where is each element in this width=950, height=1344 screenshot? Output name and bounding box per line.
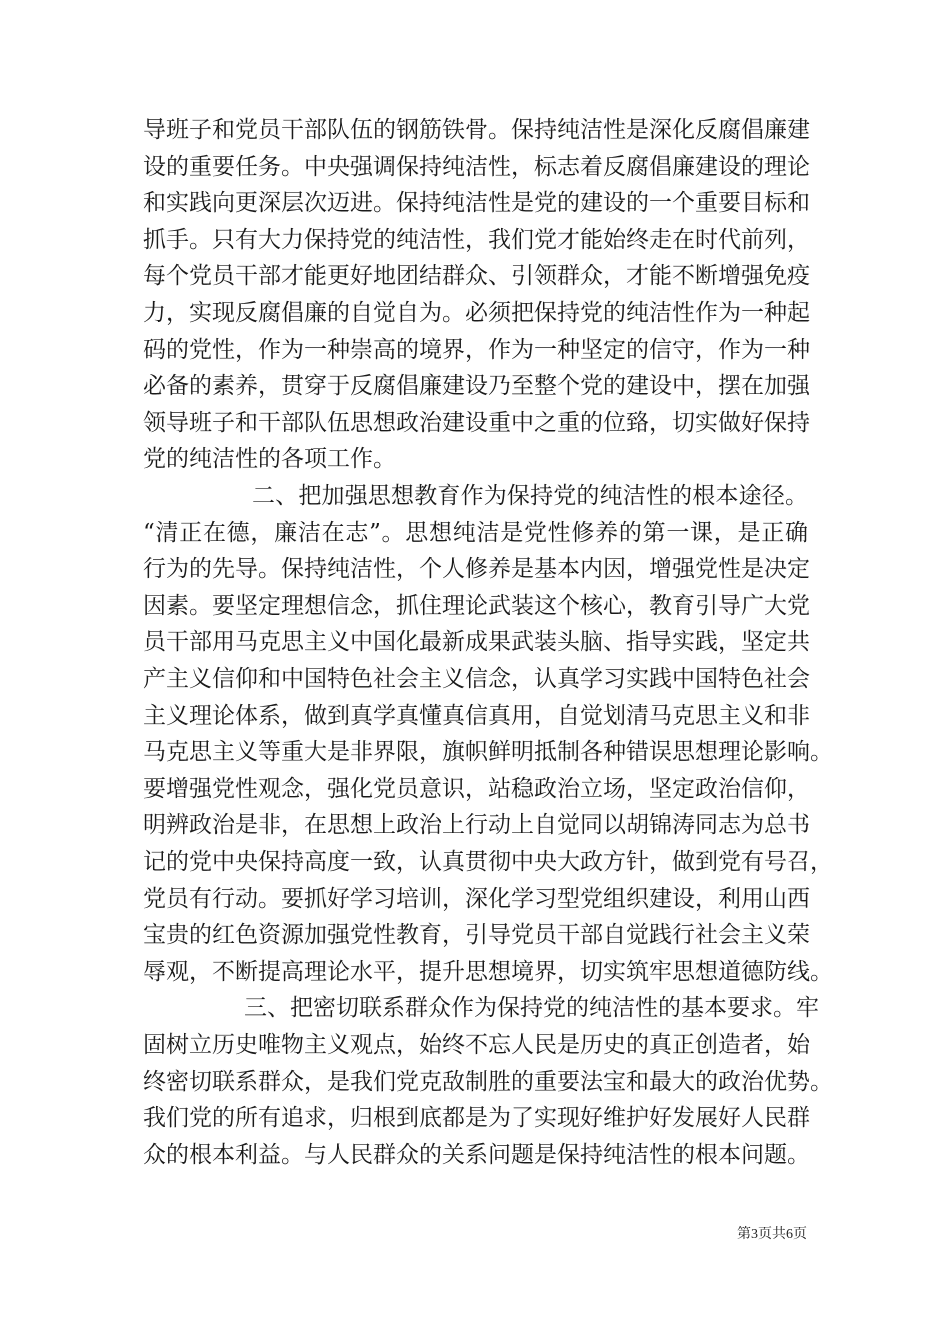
- text-line: 每个党员干部才能更好地团结群众、引领群众，才能不断增强免疫: [143, 263, 810, 290]
- text-line: 员干部用马克思主义中国化最新成果武装头脑、指导实践，坚定共: [143, 629, 810, 656]
- text-line: 终密切联系群众，是我们党克敌制胜的重要法宝和最大的政治优势。: [143, 1068, 833, 1095]
- text-line: 设的重要任务。中央强调保持纯洁性，标志着反腐倡廉建设的理论: [143, 153, 810, 180]
- section-heading-line: 二、把加强思想教育作为保持党的纯洁性的根本途径。: [252, 483, 808, 509]
- text-line: 马克思主义等重大是非界限，旗帜鲜明抵制各种错误思想理论影响。: [143, 739, 833, 766]
- section-heading-line: 三、把密切联系群众作为保持党的纯洁性的基本要求。牢: [244, 995, 819, 1022]
- text-line: 产主义信仰和中国特色社会主义信念，认真学习实践中国特色社会: [143, 666, 810, 692]
- text-line: 因素。要坚定理想信念，抓住理论武装这个核心，教育引导广大党: [143, 592, 810, 619]
- text-line: 我们党的所有追求，归根到底都是为了实现好维护好发展好人民群: [143, 1105, 810, 1132]
- text-line: 导班子和党员干部队伍的钢筋铁骨。保持纯洁性是深化反腐倡廉建: [143, 117, 810, 143]
- text-line: 力，实现反腐倡廉的自觉自为。必须把保持党的纯洁性作为一种起: [143, 300, 810, 326]
- text-line: 明辨政治是非，在思想上政治上行动上自觉同以胡锦涛同志为总书: [143, 812, 810, 839]
- text-line: 党的纯洁性的各项工作。: [143, 446, 396, 473]
- text-line: 辱观，不断提高理论水平，提升思想境界，切实筑牢思想道德防线。: [143, 958, 833, 985]
- text-line: 众的根本利益。与人民群众的关系问题是保持纯洁性的根本问题。: [143, 1141, 810, 1168]
- text-line: 党员有行动。要抓好学习培训，深化学习型党组织建设，利用山西: [143, 885, 810, 912]
- text-line: 抓手。只有大力保持党的纯洁性，我们党才能始终走在时代前列，: [143, 226, 810, 253]
- text-line: 主义理论体系，做到真学真懂真信真用，自觉划清马克思主义和非: [143, 702, 810, 729]
- text-line: “清正在德，廉洁在志”。思想纯洁是党性修养的第一课，是正确: [143, 519, 808, 546]
- text-line: 必备的素养，贯穿于反腐倡廉建设乃至整个党的建设中，摆在加强: [143, 373, 810, 400]
- text-line: 领导班子和干部队伍思想政治建设重中之重的位臵，切实做好保持: [143, 409, 810, 436]
- text-line: 记的党中央保持高度一致，认真贯彻中央大政方针，做到党有号召，: [143, 849, 833, 875]
- page-number-footer: 第3页共6页: [737, 1227, 807, 1242]
- text-line: 固树立历史唯物主义观点，始终不忘人民是历史的真正创造者，始: [143, 1032, 810, 1058]
- text-line: 行为的先导。保持纯洁性，个人修养是基本内因，增强党性是决定: [143, 556, 810, 583]
- text-line: 和实践向更深层次迈进。保持纯洁性是党的建设的一个重要目标和: [143, 190, 810, 217]
- text-line: 宝贵的红色资源加强党性教育，引导党员干部自觉践行社会主义荣: [143, 922, 810, 949]
- text-line: 码的党性，作为一种崇高的境界，作为一种坚定的信守，作为一种: [143, 336, 810, 363]
- text-line: 要增强党性观念，强化党员意识，站稳政治立场，坚定政治信仰，: [143, 775, 810, 802]
